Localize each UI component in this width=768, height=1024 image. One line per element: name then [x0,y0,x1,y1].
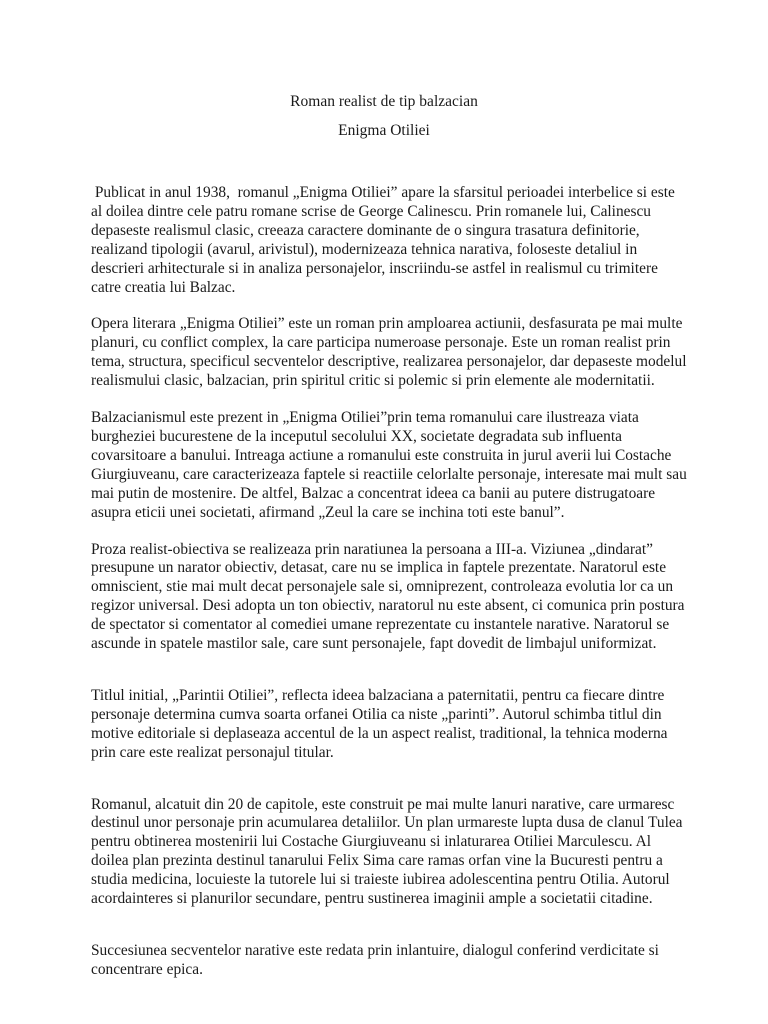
document-title: Roman realist de tip balzacian [290,93,478,110]
document-body [91,184,687,980]
paragraph-6: Romanul, alcatuit din 20 de capitole, este construit pe mai multe lanuri narative, care urmaresc destinul unor personaje prin acumularea detaliilor. Un plan urmareste lupta dusa de clanul Tulea pentru obtinerea mostenirii lui Costache Giurgiuveanu si inlaturarea Otiliei Marculescu. Al doilea plan prezinta destinul tanarului Felix Sima care ramas orfan vine la Bucuresti pentru a studia medicina, locuieste la tutorele lui si traieste iubirea adolescentina pentru Otilia. Autorul acordainteres si planurilor secundare, pentru sustinerea imaginii ample a societatii citadine. [91,795,683,908]
paragraph-5: Titlul initial, „Parintii Otiliei”, reflecta ideea balzaciana a paternitatii, pentru ca fiecare dintre personaje determina cumva soarta orfanei Otilia ca niste „parinti”. Autorul schimba titlul din motive editoriale si deplaseaza accentul de la un aspect realist, traditional, la tehnica moderna prin care este realizat personajul titular. [91,686,668,761]
paragraph-3: Balzacianismul este prezent in „Enigma Otiliei”prin tema romanului care ilustreaza viata burgheziei bucurestene de la inceputul secolului XX, societate degradata sub influenta covarsitoare a banului. Intreaga actiune a romanului este construita in jurul averii lui Costache Giurgiuveanu, care caracterizeaza faptele si reactiile celorlalte personaje, interesate mai mult sau mai putin de mostenire. De altfel, Balzac a concentrat ideea ca banii au putere distrugatoare asupra eticii unei societati, afirmand „Zeul la care se inchina toti este banul”. [91,409,687,521]
document-subtitle: Enigma Otiliei [338,122,430,139]
paragraph-4: Proza realist-obiectiva se realizeaza prin naratiunea la persoana a III-a. Viziunea „dindarat” presupune un narator obiectiv, detasat, care nu se implica in faptele prezentate. Naratorul este omniscient, stie mai mult decat personajele sale si, omniprezent, controleaza evolutia lor ca un regizor universal. Desi adopta un ton obiectiv, naratorul nu este absent, ci comunica prin postura de spectator si comentator al comediei umane reprezentate cu instantele narative. Naratorul se ascunde in spatele mastilor sale, care sunt personajele, fapt dovedit de limbajul uniformizat. [91,540,685,653]
paragraph-1: Publicat in anul 1938, romanul „Enigma Otiliei” apare la sfarsitul perioadei interbelice si este al doilea dintre cele patru romane scrise de George Calinescu. Prin romanele lui, Calinescu depaseste realismul clasic, creeaza caractere dominante de o singura trasatura definitorie, realizand tipologii (avarul, arivistul), modernizeaza tehnica narativa, foloseste detaliul in descrieri arhitecturale si in analiza personajelor, inscriindu-se astfel in realismul cu trimitere catre creatia lui Balzac. [91,184,679,296]
paragraph-2: Opera literara „Enigma Otiliei” este un roman prin amploarea actiunii, desfasurata pe mai multe planuri, cu conflict complex, la care participa numeroase personaje. Este un roman realist prin tema, structura, specificul secventelor descriptive, realizarea personajelor, dar depaseste modelul realismului clasic, balzacian, prin spiritul critic si polemic si prin elemente ale modernitatii. [91,315,687,390]
paragraph-7: Succesiunea secventelor narative este redata prin inlantuire, dialogul conferind verdicitate si concentrare epica. [91,942,659,978]
